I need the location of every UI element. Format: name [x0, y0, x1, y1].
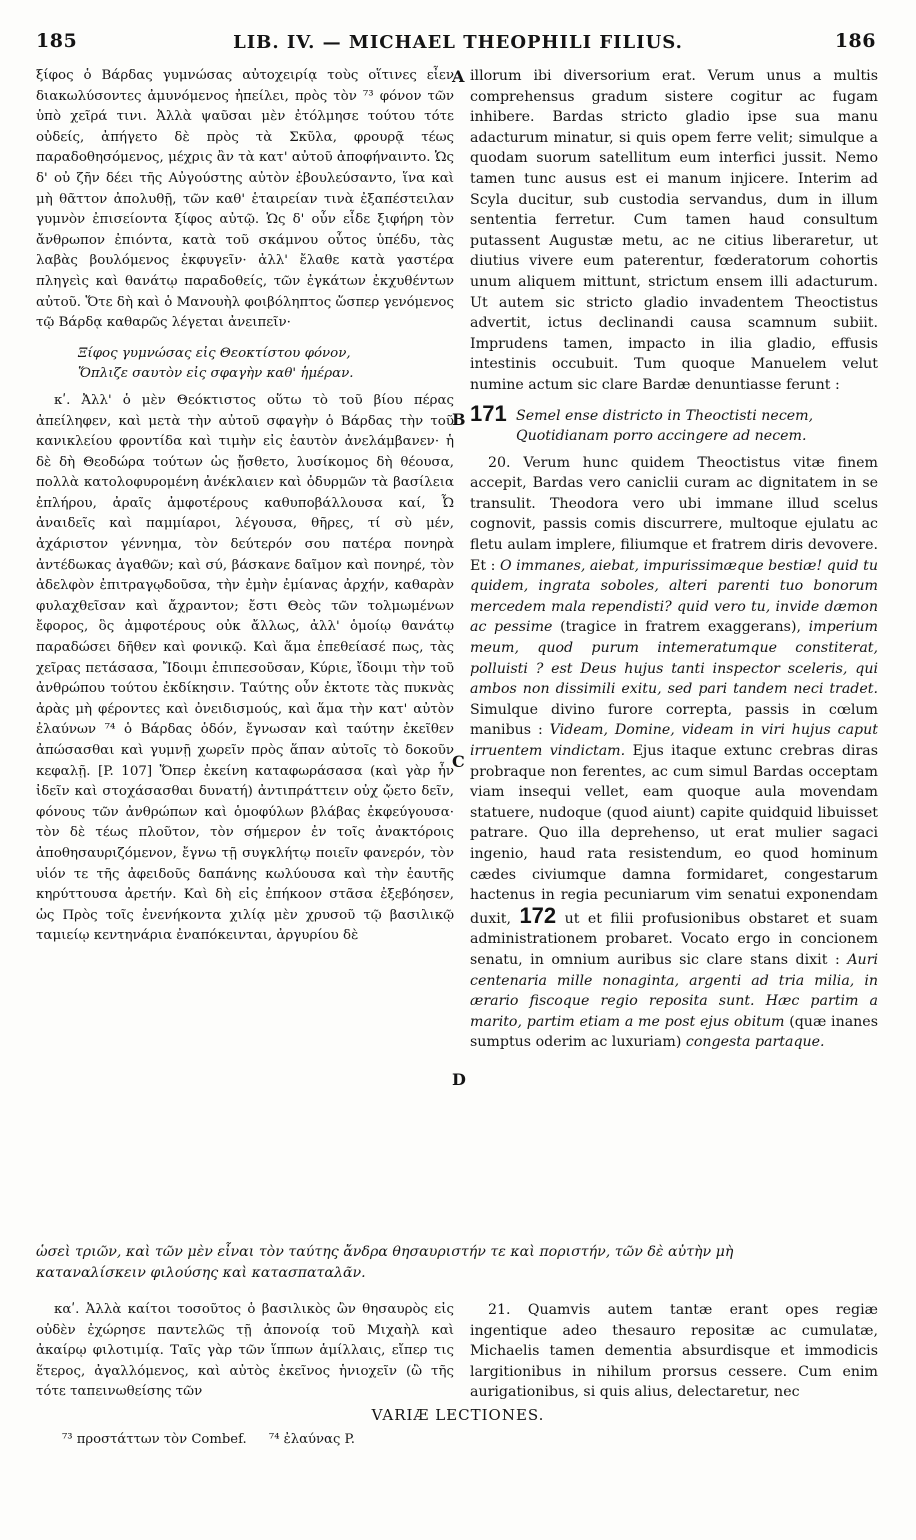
greek-column-top [36, 66, 454, 947]
greek-verse-line-2: Ὅπλιζε σαυτὸν εἰς σφαγὴν καθ' ἡμέραν. [78, 366, 354, 382]
latin-column-top [470, 66, 878, 1053]
greek-paragraph-21: καʹ. Ἀλλὰ καίτοι τοσοῦτος ὁ βασιλικὸς ὢν θησαυρὸς εἰς οὐδὲν ἐχώρησε παντελῶς τῇ ἀπονοίᾳ τοῦ Μιχαὴλ καὶ ἀκαίρῳ φιλοτιμίᾳ. Ταῖς γὰρ τῶν ἵππων ἁμίλλαις, εἴπερ τις ἕτερος, ἀγαλλόμενος, καὶ αὐτὸς ἐκεῖνος ἡνιοχεῖν (ὢ τῆς τότε ταπεινωθείσης τῶν [36, 1302, 454, 1400]
variant-note-73: ⁷³ προστάττων τὸν Combef. [62, 1432, 247, 1447]
folio-number-172: 172 [519, 902, 557, 928]
latin-paragraph-20 [470, 453, 878, 1053]
variant-note-74: ⁷⁴ ἐλαύνας P. [268, 1432, 355, 1447]
latin-text: (tragice in fratrem exaggerans), [560, 619, 801, 636]
margin-letter-b: B [452, 410, 466, 429]
latin-quote: Videam, Domine, videam in viri hujus caput irruentem vindictam. [470, 722, 878, 759]
greek-paragraph-opening: ξίφος ὁ Βάρδας γυμνώσας αὐτοχειρίᾳ τοὺς οἵτινες εἶεν διακωλύσοντες ἀμυνόμενος ἠπείλει, πρὸς τὸν ⁷³ φόνον τῶν ὑπὸ χεῖρά τινι. Ἀλλὰ ψαῦσαι μὲν ἐτόλμησε τούτου τότε οὐδείς, ἀπήγετο δὲ πρὸς τὰ Σκῦλα, φρουρᾷ τέως παραδοθησόμενος, μέχρις ἂν τὰ κατ' αὐτοῦ ἀποφήναιντο. Ὡς δ' οὐ ζῆν δέει τῆς Αὐγούστης αὐτὸν ἐβουλεύσαντο, ἵνα καὶ μὴ θᾶττον ἀπολυθῇ, τῶν καθ' ἑταιρείαν τινὰ ἐξαπέστειλαν γυμνὸν ἐπισείοντα ξίφος αὐτῷ. Ὡς δ' οὖν εἶδε ξιφήρη τὸν ἄνθρωπον ἐπιόντα, κατὰ τοῦ σκάμνου οὗτος ὑπέδυ, τὰς λαβὰς βουλόμενος ἐκφυγεῖν· ἀλλ' ἔλαθε κατὰ γαστέρα πληγεὶς καὶ θανάτῳ παραδοθείς, τῶν ἐγκάτων ἐκχυθέντων αὐτοῦ. Ὅτε δὴ καὶ ὁ Μανουὴλ φοιβόληπτος ὥσπερ γενόμενος τῷ Βάρδᾳ καθαρῶς λέγεται ἀνειπεῖν· [36, 68, 454, 331]
variae-lectiones-notes [62, 1432, 373, 1447]
latin-quote: imperium meum, quod purum intemeratumque constiterat, polluisti ? est Deus hujus tanti inspector sceleris, qui ambos non dissimili exitu, sed pari tandem neci tradet. [470, 619, 879, 698]
latin-quote: Auri centenaria mille nonaginta, argenti ad tria milia, in ærario fiscoque regio reposita sunt. Hæc partim a marito, partim etiam a me post ejus obitum [470, 951, 879, 1030]
page-number-left: 185 [36, 30, 78, 52]
running-title: LIB. IV. — MICHAEL THEOPHILI FILIUS. [233, 32, 683, 53]
greek-spanning-lines [36, 1242, 880, 1283]
margin-letter-d: D [452, 1070, 466, 1089]
latin-text: Simulque divino furore correpta, passis in cœlum manibus : [470, 701, 878, 739]
latin-quote: O immanes, aiebat, impurissimæque bestiæ! quid tu quidem, ingrata soboles, alteri parenti tuo bonorum mercedem mala rependisti? quid vero tu, invide dæmon ac pessime [470, 557, 878, 636]
latin-verse-line-2: Quotidianam porro accingere ad necem. [516, 428, 807, 445]
greek-column-bottom [36, 1300, 454, 1403]
latin-paragraph-opening: illorum ibi diversorium erat. Verum unus a multis comprehensus gradum sistere cogitur ac fugam inhibere. Bardas stricto gladio ipse sua manu adacturum minatur, si quis opem ferre velit; simulque a quodam suorum satellitum eum interfici jussit. Nemo tamen tunc ausus est ei manum injicere. Interim ad Scyla ducitur, sub custodia servandus, dum in illum sententia ferretur. Cum tamen haud consultum putassent Augustæ metu, ac ne citius liberaretur, ut diutius vivere eum paterentur, fœderatorum cohortis unum aliquem mittunt, strictum ensem illi adacturum. Ut autem sic stricto gladio invadentem Theoctistus advertit, ictus declinandi causa scamnum subiit. Imprudens tamen, impacto in ilia gladio, effusis intestinis occubuit. Tum quoque Manuelem velut numine actum sic clare Bardæ denuntiasse ferunt : [470, 68, 878, 393]
greek-span-line-1: ὡσεὶ τριῶν, καὶ τῶν μὲν εἶναι τὸν ταύτης ἄνδρα θησαυριστήν τε καὶ ποριστήν, τῶν δὲ αὐτὴν μὴ [36, 1244, 734, 1260]
folio-number-171: 171 [470, 400, 507, 426]
latin-text: ut et filii profusionibus obstaret et suam administrationem probaret. Vocato ergo in concionem senatu, in omnium auribus sic clare stans dixit : [470, 910, 878, 968]
latin-text: 20. Verum hunc quidem Theoctistus vitæ finem accepit, Bardas vero caniclii curam ac dignitatem in se transulit. Theodora vero ubi immane illud scelus cognovit, passis comis discurrere, multoque ejulatu ac fletu aulam implere, filiumque et fratrem diris devovere. Et : [470, 454, 878, 574]
margin-letter-a: A [452, 67, 465, 86]
variae-lectiones-title: VARIÆ LECTIONES. [371, 1406, 545, 1424]
latin-column-bottom [470, 1300, 878, 1403]
latin-quote: congesta partaque. [685, 1034, 825, 1051]
latin-paragraph-21: 21. Quamvis autem tantæ erant opes regiæ ingentique adeo thesauro repositæ ac cumulatæ, Michaelis tamen dementia absurdisque et immodicis largitionibus in nihilum prorsus cessere. Cum enim aurigationibus, si quis alius, delectaretur, nec [470, 1302, 878, 1401]
latin-verse-line-1: Semel ense districto in Theoctisti necem, [516, 407, 814, 424]
latin-text: Ejus itaque extunc crebras diras probraque non ferentes, ac cum simul Bardas occeptam viam insequi vellet, eam quoque aula movendam statuere, nudoque (quod aiunt) capite quidquid libuisset patrare. Quo illa deprehenso, ut erat mulier sagaci ingenio, haud rata resistendum, eo quod hominum cædes civiumque damna formidaret, congestarum hactenus in regia pecuniarum vim senatui exponendam duxit, [470, 743, 878, 927]
page-number-right: 186 [834, 30, 876, 52]
margin-letter-c: C [452, 752, 465, 771]
greek-verse-line-1: Ξίφος γυμνώσας εἰς Θεοκτίστου φόνον, [78, 345, 351, 361]
greek-verse [36, 344, 454, 385]
greek-span-line-2: καταναλίσκειν φιλούσης καὶ κατασπαταλᾶν. [36, 1264, 366, 1281]
latin-verse [470, 400, 878, 447]
greek-paragraph-20: κʹ. Ἀλλ' ὁ μὲν Θεόκτιστος οὕτω τὸ τοῦ βίου πέρας ἀπείληφεν, καὶ μετὰ τὴν αὐτοῦ σφαγὴν ὁ Βάρδας τὴν τοῦ κανικλείου φροντίδα καὶ τιμὴν εἰς ἑαυτὸν ἀνελάμβανεν· ἡ δὲ δὴ Θεοδώρα τούτων ὡς ᾔσθετο, λυσίκομος δὴ θέουσα, πολλὰ κατολοφυρομένη ἀνέκλαιεν καὶ ὀδυρμῶν τὰ βασίλεια ἐπλήρου, ἀραῖς ἀμφοτέρους καθυποβάλλουσα καί, Ὦ ἀναιδεῖς καὶ παμμίαροι, λέγουσα, θῆρες, τί σὺ μέν, ἀχάριστον γέννημα, τὸν δεύτερόν σου πατέρα πονηρὰ ἀντέδωκας ἀγαθῶν; καὶ σύ, βάσκανε δαῖμον καὶ πονηρέ, τὸν ἀδελφὸν ἐπιτραγῳδοῦσα, τὴν ἐμὴν ἐμίανας ἀρχήν, καθαρὰν φυλαχθεῖσαν καὶ ἄχραντον; ἔστι Θεὸς τῶν τολμωμένων ἔφορος, ὃς ἀμφοτέρους οὐκ ἄλλως, ἀλλ' ὁμοίῳ θανάτῳ παραδώσει δῆθεν καὶ φονικῷ. Καὶ ἅμα ἐπεθείασέ πως, τὰς χεῖρας πετάσασα, Ἴδοιμι ἐπιπεσοῦσαν, Κύριε, ἴδοιμι τὴν τοῦ ἀνθρώπου τούτου ἐκδίκησιν. Ταύτης οὖν ἐκτοτε τὰς πυκνὰς ἀρὰς μὴ φέροντες καὶ ὀνειδισμούς, καὶ ἅμα τὴν κατ' αὐτὸν ἐλαύνων ⁷⁴ ὁ Βάρδας ὁδόν, ἔγνωσαν καὶ ταύτην ἐκεῖθεν ἀπώσασθαι καὶ γυμνῇ χωρεῖν πρὸς ἅπαν αὐτοῖς τὸ δοκοῦν κεφαλῇ. [P. 107] Ὅπερ ἐκείνη καταφωράσασα (καὶ γὰρ ἦν ἰδεῖν καὶ στοχάσασθαι δυνατή) ἀντιπράττειν οὐχ ᾤετο δεῖν, φόνους τῶν ἀνθρώπων καὶ ὁμοφύλων βλάβας ἐκφεύγουσα· τὸν δὲ τέως πλοῦτον, τὸν σήμερον ἐν τοῖς ἀνακτόροις ἀποθησαυριζόμενον, ἔγνω τῇ συγκλήτῳ ποιεῖν φανερόν, τὸν υἱόν τε τῆς ἀφειδοῦς δαπάνης κωλύουσα καὶ τὴν ἑαυτῆς κηρύττουσα ἀρετήν. Καὶ δὴ εἰς ἐπήκοον στᾶσα ἐξεβόησεν, ὡς Πρὸς τοῖς ἐνενήκοντα χιλίᾳ μὲν χρυσοῦ τῷ βασιλικῷ ταμιείῳ κεντηνάρια ἐναπόκεινται, ἀργυρίου δὲ [36, 392, 454, 944]
latin-text: (quæ inanes sumptus oderim ac luxuriam) [470, 1013, 878, 1051]
